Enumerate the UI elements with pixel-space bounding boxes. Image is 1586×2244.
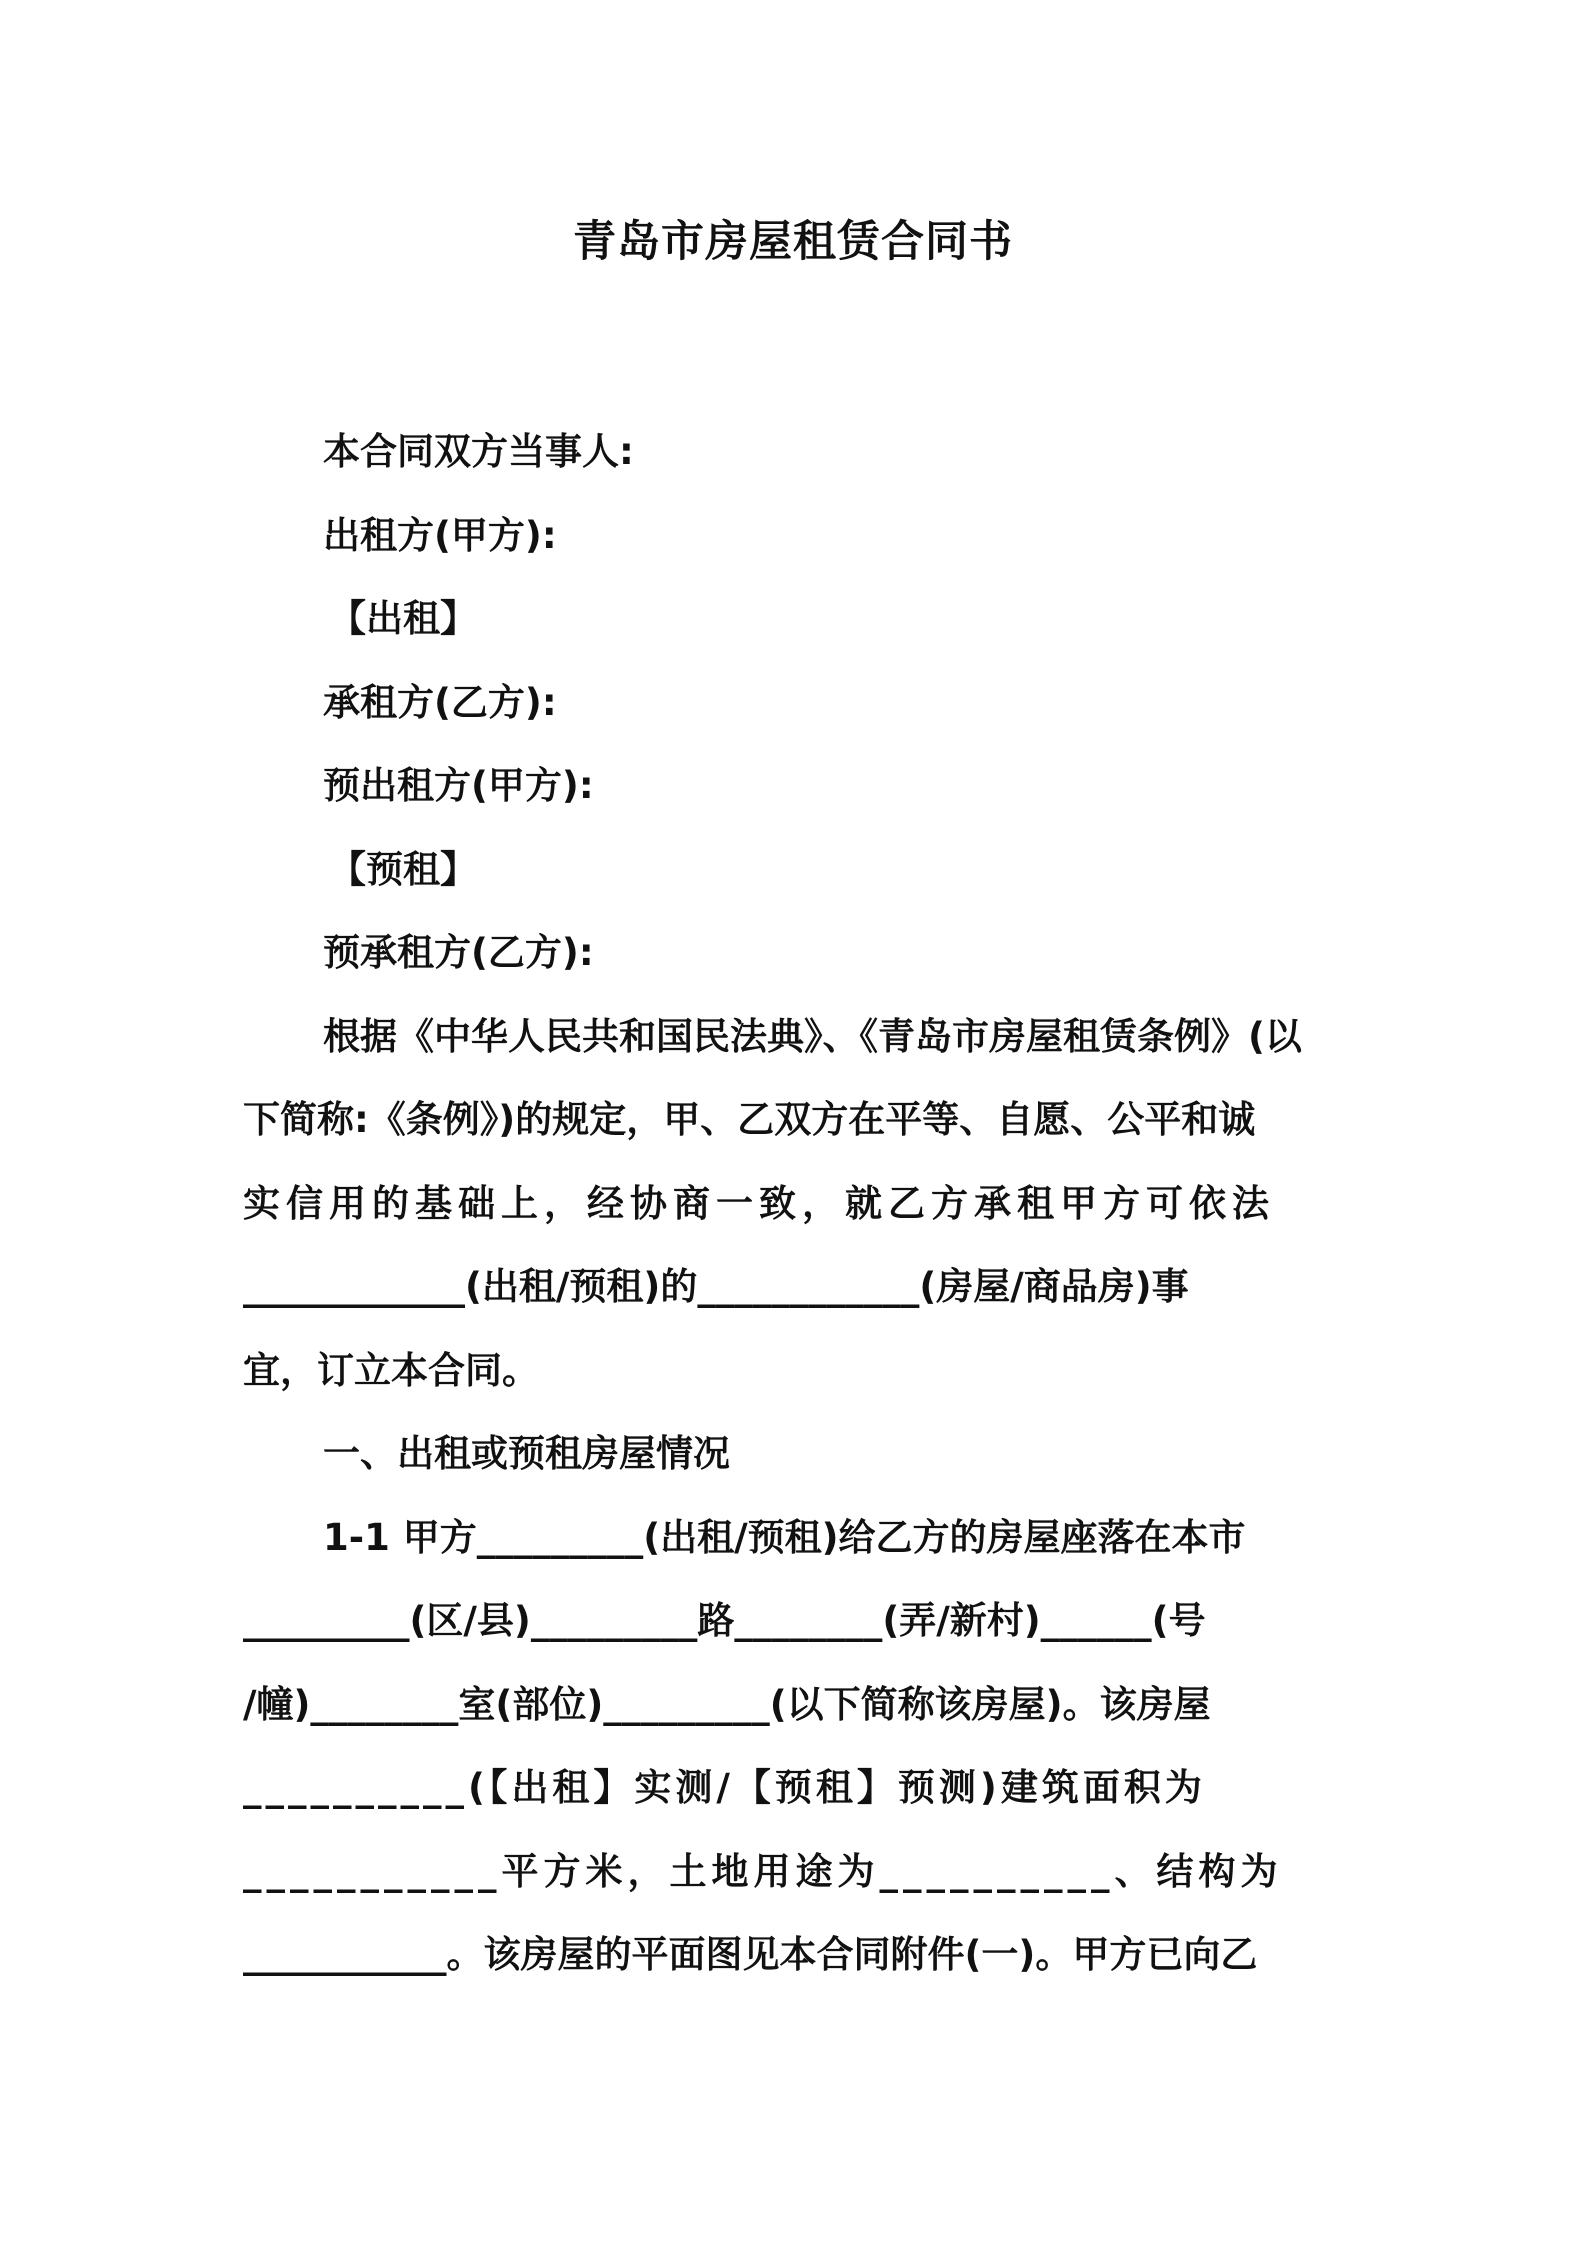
preamble-line-3: 实信用的基础上，经协商一致，就乙方承租甲方可依法 bbox=[243, 1181, 1275, 1225]
section-1-heading: 一、出租或预租房屋情况 bbox=[323, 1432, 730, 1475]
lease-tag: 【出租】 bbox=[329, 597, 477, 640]
preamble-line-4: ____________(出租/预租)的____________(房屋/商品房)事 bbox=[243, 1265, 1189, 1308]
preamble-line-2: 下简称:《条例》)的规定，甲、乙双方在平等、自愿、公平和诚 bbox=[243, 1098, 1256, 1141]
lessor-label: 出租方(甲方): bbox=[323, 513, 557, 557]
clause-1-1-line-1: 1-1 甲方_________(出租/预租)给乙方的房屋座落在本市 bbox=[323, 1515, 1246, 1559]
document-body bbox=[243, 410, 1346, 1997]
parties-heading: 本合同双方当事人: bbox=[323, 430, 634, 473]
clause-1-1-line-5: ___________平方米，土地用途为__________、结构为 bbox=[243, 1849, 1283, 1893]
clause-1-1-line-4: __________(【出租】实测/【预租】预测)建筑面积为 bbox=[243, 1766, 1206, 1809]
clause-1-1-line-3: /幢)________室(部位)_________(以下简称该房屋)。该房屋 bbox=[243, 1682, 1211, 1726]
preamble-line-1: 根据《中华人民共和国民法典》、《青岛市房屋租赁条例》(以 bbox=[323, 1014, 1302, 1058]
pre-lease-tag: 【预租】 bbox=[329, 847, 477, 891]
preamble-line-5: 宜，订立本合同。 bbox=[243, 1348, 539, 1392]
clause-1-1-line-2: _________(区/县)_________路________(弄/新村)______(号 bbox=[243, 1599, 1206, 1642]
document-title: 青岛市房屋租赁合同书 bbox=[573, 217, 1013, 267]
pre-lessee-label: 预承租方(乙方): bbox=[323, 931, 594, 974]
pre-lessor-label: 预出租方(甲方): bbox=[323, 764, 594, 807]
clause-1-1-line-6: ___________。该房屋的平面图见本合同附件(一)。甲方已向乙 bbox=[243, 1933, 1258, 1976]
lessee-label: 承租方(乙方): bbox=[323, 680, 557, 724]
